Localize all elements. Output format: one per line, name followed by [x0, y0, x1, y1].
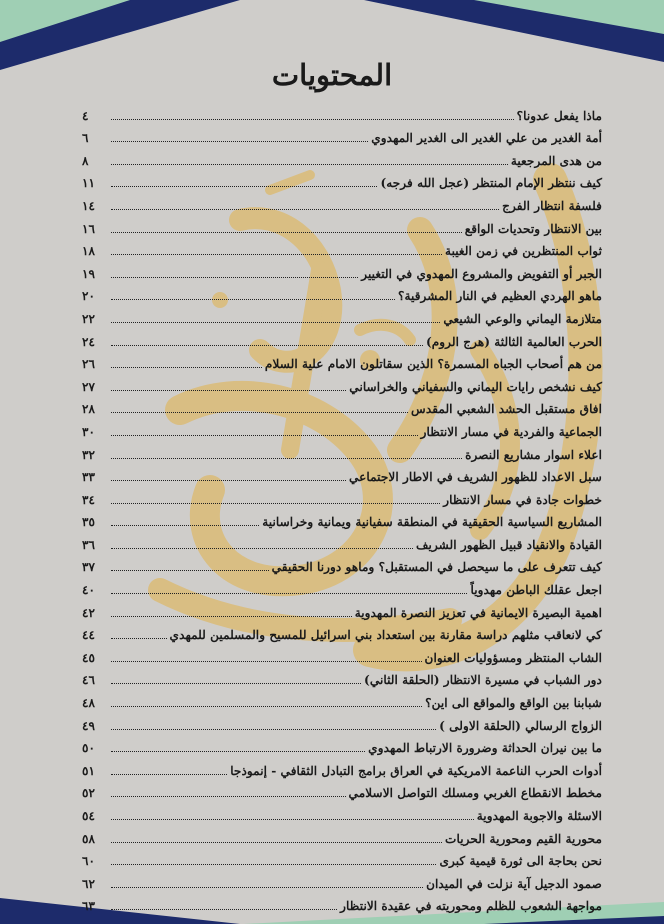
toc-entry-page: ٦٣ [82, 899, 96, 914]
toc-dot-leader [111, 164, 508, 165]
toc-entry-title: افاق مستقبل الحشد الشعبي المقدس [410, 402, 602, 417]
toc-dot-leader [111, 683, 361, 684]
toc-entry-page: ٤٢ [82, 605, 96, 620]
toc-entry[interactable] [82, 575, 602, 598]
toc-entry-page: ٣٥ [82, 515, 96, 530]
toc-entry-page: ٢٠ [82, 289, 96, 304]
toc-entry-title: كيف ننتظر الإمام المنتظر (عجل الله فرجه) [380, 176, 602, 191]
toc-entry[interactable] [82, 756, 602, 779]
toc-entry[interactable] [82, 734, 602, 757]
toc-entry-page: ٤٨ [82, 696, 96, 711]
toc-entry-page: ١٦ [82, 221, 96, 236]
toc-entry-title: ثواب المنتظرين في زمن الغيبة [445, 244, 602, 259]
toc-dot-leader [111, 119, 514, 120]
toc-entry-title: نحن بحاجة الى ثورة قيمية كبرى [439, 854, 602, 869]
toc-entry-title: كيف تتعرف على ما سيحصل في المستقبل؟ وماهو دورنا الحقيقي [271, 560, 602, 575]
toc-entry[interactable] [82, 892, 602, 915]
toc-entry-title: أدوات الحرب الناعمة الامريكية في العراق برامج التبادل الثقافي - إنموذجا [230, 763, 602, 778]
toc-entry-title: الشاب المنتظر ومسؤوليات العنوان [424, 650, 602, 665]
toc-dot-leader [111, 796, 346, 797]
toc-dot-leader [111, 909, 337, 910]
toc-entry[interactable] [82, 350, 602, 373]
toc-entry-page: ٣٣ [82, 470, 96, 485]
toc-entry[interactable] [82, 508, 602, 531]
toc-dot-leader [111, 186, 377, 187]
toc-entry-title: الجبر أو التفويض والمشروع المهدوي في التغيير [361, 266, 602, 281]
toc-entry[interactable] [82, 417, 602, 440]
toc-entry[interactable] [82, 598, 602, 621]
toc-entry[interactable] [82, 485, 602, 508]
toc-entry-title: دور الشباب في مسيرة الانتظار (الحلقة الثاني) [364, 673, 602, 688]
toc-dot-leader [111, 367, 262, 368]
toc-entry-title: بين الانتظار وتحديات الواقع [464, 221, 602, 236]
toc-dot-leader [111, 548, 413, 549]
toc-dot-leader [111, 842, 442, 843]
toc-entry[interactable] [82, 463, 602, 486]
toc-dot-leader [111, 345, 423, 346]
toc-entry-page: ٦٢ [82, 876, 96, 891]
toc-entry-page: ٣٧ [82, 560, 96, 575]
toc-entry-page: ١٩ [82, 266, 96, 281]
toc-entry-page: ٢٤ [82, 334, 96, 349]
toc-entry-title: مواجهة الشعوب للظلم ومحوريته في عقيدة الانتظار [340, 899, 602, 914]
toc-entry-title: كيف نشخص رايات اليماني والسفياني والخراساني [349, 379, 602, 394]
toc-entry-title: فلسفة انتظار الفرج [502, 198, 602, 213]
toc-dot-leader [111, 412, 408, 413]
toc-dot-leader [111, 570, 269, 571]
page-title: المحتويات [271, 58, 393, 92]
toc-dot-leader [111, 638, 167, 639]
toc-dot-leader [111, 299, 395, 300]
toc-entry-title: من هدى المرجعية [510, 153, 602, 168]
toc-entry-page: ١٤ [82, 198, 96, 213]
toc-entry-page: ٤٤ [82, 628, 96, 643]
toc-entry-title: خطوات جادة في مسار الانتظار [443, 492, 602, 507]
toc-entry-title: اهمية البصيرة الايمانية في تعزيز النصرة المهدوية [354, 605, 602, 620]
toc-entry-page: ٥٤ [82, 809, 96, 823]
toc-entry[interactable] [82, 801, 602, 824]
toc-entry[interactable] [82, 191, 602, 214]
toc-entry-title: ماهو الهردي العظيم في النار المشرقية؟ [398, 289, 602, 304]
toc-entry-title: المشاريع السياسية الحقيقية في المنطقة سفيانية ويمانية وخراسانية [262, 515, 602, 530]
toc-entry[interactable] [82, 688, 602, 711]
toc-entry-page: ٣٠ [82, 424, 96, 439]
toc-entry-page: ٥٠ [82, 741, 96, 756]
toc-dot-leader [111, 729, 436, 730]
toc-entry-page: ٣٦ [82, 537, 96, 552]
decor-corner-bottom-right-navy [484, 916, 664, 924]
toc-dot-leader [111, 887, 423, 888]
toc-entry[interactable] [82, 259, 602, 282]
toc-entry-page: ٢٢ [82, 311, 96, 326]
toc-dot-leader [111, 254, 442, 255]
toc-entry-title: محورية القيم ومحورية الحريات [445, 831, 602, 846]
toc-entry-page: ٦ [82, 131, 89, 146]
toc-entry-page: ٥١ [82, 763, 96, 778]
toc-dot-leader [111, 390, 346, 391]
toc-entry[interactable] [82, 643, 602, 666]
toc-entry-page: ١١ [82, 176, 96, 191]
toc-dot-leader [111, 751, 365, 752]
toc-entry-title: مخطط الانقطاع الغربي ومسلك التواصل الاسلامي [348, 786, 602, 801]
toc-entry[interactable] [82, 847, 602, 870]
toc-dot-leader [111, 774, 227, 775]
toc-entry[interactable] [82, 621, 602, 644]
toc-dot-leader [111, 525, 259, 526]
toc-entry-title: ماذا يفعل عدونا؟ [516, 108, 602, 123]
toc-entry-page: ٦٠ [82, 854, 96, 869]
toc-entry-page: ٤٩ [82, 718, 96, 733]
toc-entry-title: شبابنا بين الواقع والمواقع الى اين؟ [425, 696, 602, 711]
toc-entry-page: ٣٤ [82, 492, 96, 507]
toc-entry[interactable] [82, 372, 602, 395]
toc-entry-page: ٤ [82, 108, 89, 123]
toc-entry[interactable] [82, 440, 602, 463]
toc-entry[interactable] [82, 327, 602, 350]
toc-entry[interactable] [82, 214, 602, 237]
toc-entry-page: ٢٨ [82, 402, 96, 417]
toc-dot-leader [111, 277, 358, 278]
toc-entry[interactable] [82, 101, 602, 124]
toc-entry-page: ٥٢ [82, 786, 96, 801]
toc-entry-page: ٤٦ [82, 673, 96, 688]
toc-entry[interactable] [82, 824, 602, 847]
toc-dot-leader [111, 435, 418, 436]
toc-entry[interactable] [82, 779, 602, 802]
toc-entry[interactable] [82, 711, 602, 734]
toc-dot-leader [111, 593, 467, 594]
toc-dot-leader [111, 141, 368, 142]
toc-dot-leader [111, 480, 346, 481]
toc-entry-title: أمة الغدير من علي الغدير الى الغدير المهدوي [371, 131, 602, 146]
toc-entry-title: صمود الدجيل آية نزلت في الميدان [426, 876, 602, 891]
toc-entry[interactable] [82, 553, 602, 576]
toc-entry-title: ما بين نيران الحداثة وضرورة الارتباط المهدوي [368, 741, 602, 756]
toc-entry-page: ٢٦ [82, 357, 96, 372]
toc-dot-leader [111, 503, 440, 504]
toc-entry-title: الحرب العالمية الثالثة (هرج الروم) [425, 334, 602, 349]
toc-entry[interactable] [82, 124, 602, 147]
toc-entry-page: ٤٥ [82, 650, 96, 665]
toc-dot-leader [111, 458, 462, 459]
toc-dot-leader [111, 706, 422, 707]
toc-dot-leader [111, 864, 436, 865]
toc-dot-leader [111, 661, 422, 662]
decor-corner-top-right-green [474, 0, 664, 34]
toc-dot-leader [111, 322, 440, 323]
toc-entry[interactable] [82, 530, 602, 553]
toc-entry[interactable] [82, 282, 602, 305]
toc-entry-title: اجعل عقلك الباطن مهدوياً [470, 583, 602, 598]
toc-entry[interactable] [82, 395, 602, 418]
toc-entry-page: ٣٢ [82, 447, 96, 462]
toc-entry-title: متلازمة اليماني والوعي الشيعي [443, 311, 602, 326]
toc-entry-title: القيادة والانقياد قبيل الظهور الشريف [415, 537, 602, 552]
toc-entry-title: من هم أصحاب الجباه المسمرة؟ الذين سقاتلون الامام علية السلام [264, 357, 602, 372]
decor-corner-top-left-green [0, 0, 130, 42]
toc-entry-title: سبل الاعداد للظهور الشريف في الاطار الاجتماعي [348, 470, 602, 485]
toc-entry-title: كي لانعاقب مثلهم دراسة مقارنة بين استعداد بني اسرائيل للمسيح والمسلمين للمهدي [169, 628, 602, 643]
toc-entry-title: الزواج الرسالي (الحلقة الاولى ) [439, 718, 602, 733]
toc-dot-leader [111, 616, 352, 617]
toc-entry[interactable] [82, 666, 602, 689]
toc-entry[interactable] [82, 146, 602, 169]
toc-entry-page: ٢٧ [82, 379, 96, 394]
toc-dot-leader [111, 819, 474, 820]
toc-entry-page: ٨ [82, 153, 89, 168]
toc-entry[interactable] [82, 869, 602, 892]
toc-entry-title: اعلاء اسوار مشاريع النصرة [465, 447, 602, 462]
toc-entry-page: ٥٨ [82, 831, 96, 846]
toc-entry-title: الجماعية والفردية في مسار الانتظار [420, 424, 602, 439]
table-of-contents [82, 101, 602, 914]
toc-entry[interactable] [82, 169, 602, 192]
toc-entry-page: ١٨ [82, 244, 96, 259]
toc-entry[interactable] [82, 237, 602, 260]
toc-entry-page: ٤٠ [82, 583, 96, 598]
toc-dot-leader [111, 232, 462, 233]
toc-dot-leader [111, 209, 499, 210]
toc-entry-title: الاسئلة والاجوبة المهدوية [476, 809, 602, 823]
toc-entry[interactable] [82, 304, 602, 327]
